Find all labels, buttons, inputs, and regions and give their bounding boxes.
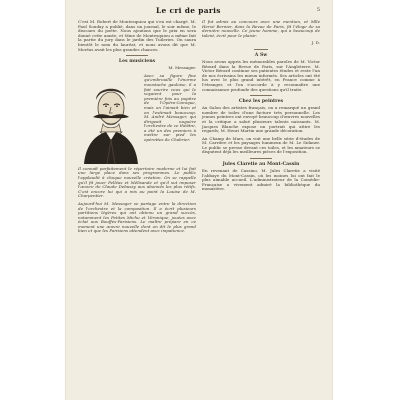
left-body-paragraph-2: Aujourd'hui M. Messager se partage entre la direction de l'orchestre et la composition. Il a écrit plusieurs partitions légères qui ont obtenu un grand succès, notamment les Petites Michu et Véronique, jouées avec éclat aux Bouffes-Parisiens. Le maître prépare en ce moment une œuvre nouvelle dont on dit le plus grand bien et que les Parisiens attendent avec impatience.	[78, 200, 196, 234]
section-heading-claretie: Jules Claretie au Mont-Cassin	[222, 162, 300, 168]
left-column	[78, 20, 196, 237]
peintres-paragraph-2: Au Champ de Mars, on voit une belle série d'études de M. Carrière et les paysages lumineux de M. Le Sidaner. Le public se presse devant ces toiles, et les amateurs se disputent déjà les meilleures pièces de l'exposition.	[202, 135, 320, 155]
section-divider	[250, 158, 272, 159]
right-intro-signature: J. D.	[311, 40, 320, 46]
newspaper-page	[66, 0, 332, 400]
section-heading-peintres: Chez les peintres	[238, 99, 284, 105]
section-divider	[126, 55, 148, 56]
section-heading-musiciens: Les musiciens	[118, 59, 156, 65]
portrait-block	[78, 74, 196, 164]
peintres-paragraph-1: Au Salon des artistes français, on a remarqué un grand nombre de toiles d'une facture très personnelle. Les jeunes peintres ont envoyé beaucoup d'œuvres nouvelles et la critique a salué plusieurs talents naissants. M. Jacques Blanche expose un portrait qui attire les regards; M. Henri Martin une grande décoration.	[202, 105, 320, 134]
byline: M. Messager.	[168, 65, 196, 71]
portrait-engraving	[78, 74, 142, 164]
section-heading-sw: A Sw	[254, 52, 268, 58]
portrait-caption-text: Avec sa figure fine qu'embrouille l'énorme moustache gauloise, il a fait sourire ceux qui le voyaient pour la première fois au pupitre de l'Opéra-Comique, mais on l'aimait bien et on l'estimait beaucoup. M. André Messager, qui dirigeait naguère l'orchestre de ce théâtre, a été un des premiers à mettre sur pied les opérettes de Chabrier.	[144, 72, 196, 143]
masthead: Le cri de paris	[156, 6, 221, 15]
section-divider	[250, 95, 272, 96]
left-body-paragraph-1: Il connaît parfaitement le répertoire moderne et lui fait une large place dans ses programmes. Le public l'applaudit à chaque nouvelle création. On se rappelle qu'il fit jouer Pelléas et Mélisande et qu'il sut imposer l'œuvre de Claude Debussy aux abonnés les plus rétifs. C'est encore lui qui a mis au point la Louise de M. Charpentier.	[78, 165, 196, 199]
right-column	[202, 20, 320, 195]
claretie-paragraph: En revenant de Cassino, M. Jules Claretie a visité l'abbaye du Mont-Cassin, où les moines lui ont fait le plus aimable accueil. L'administrateur de la Comédie-Française a vivement admiré la bibliothèque du monastère.	[202, 168, 320, 192]
sw-paragraph: Nous avons appris les mémorables paroles de M. Victor Bérard dans la Revue de Paris, sur l'Angleterre. M. Victor Bérard continue ses patientes études et reste l'un de nos écrivains les mieux informés. Ses articles ont été lus avec le plus grand intérêt, en France comme à l'étranger, et l'on s'accorde à y reconnaître une connaissance profonde des questions qu'il traite.	[202, 58, 320, 92]
right-intro-paragraph: Il fut admis au concours avec une mention, et Mlle Hervé Bernier, dans la Revue de Paris, fit l'éloge de sa dernière nouvelle. Ce jeune homme, qui a beaucoup de talent, écrit pour le plaisir.	[202, 19, 320, 38]
section-divider	[254, 49, 268, 50]
page-number: 5	[316, 7, 320, 13]
page-header	[66, 6, 332, 16]
portrait-side-text	[144, 74, 196, 146]
left-intro-paragraph: C'est M. Robert de Montesquiou qui s'en est chargé. M. Paul Souday a publié, dans un journal, le soir même, le discours du poète. Nous ajoutons que le prix en sera donné cette année, et Mme de Montesquiou a même fait la partie du jury dans le jardin des Tuileries. On saura bientôt le nom du lauréat, et nous avons dit que M. Moréas avait les plus grandes chances.	[78, 19, 196, 52]
